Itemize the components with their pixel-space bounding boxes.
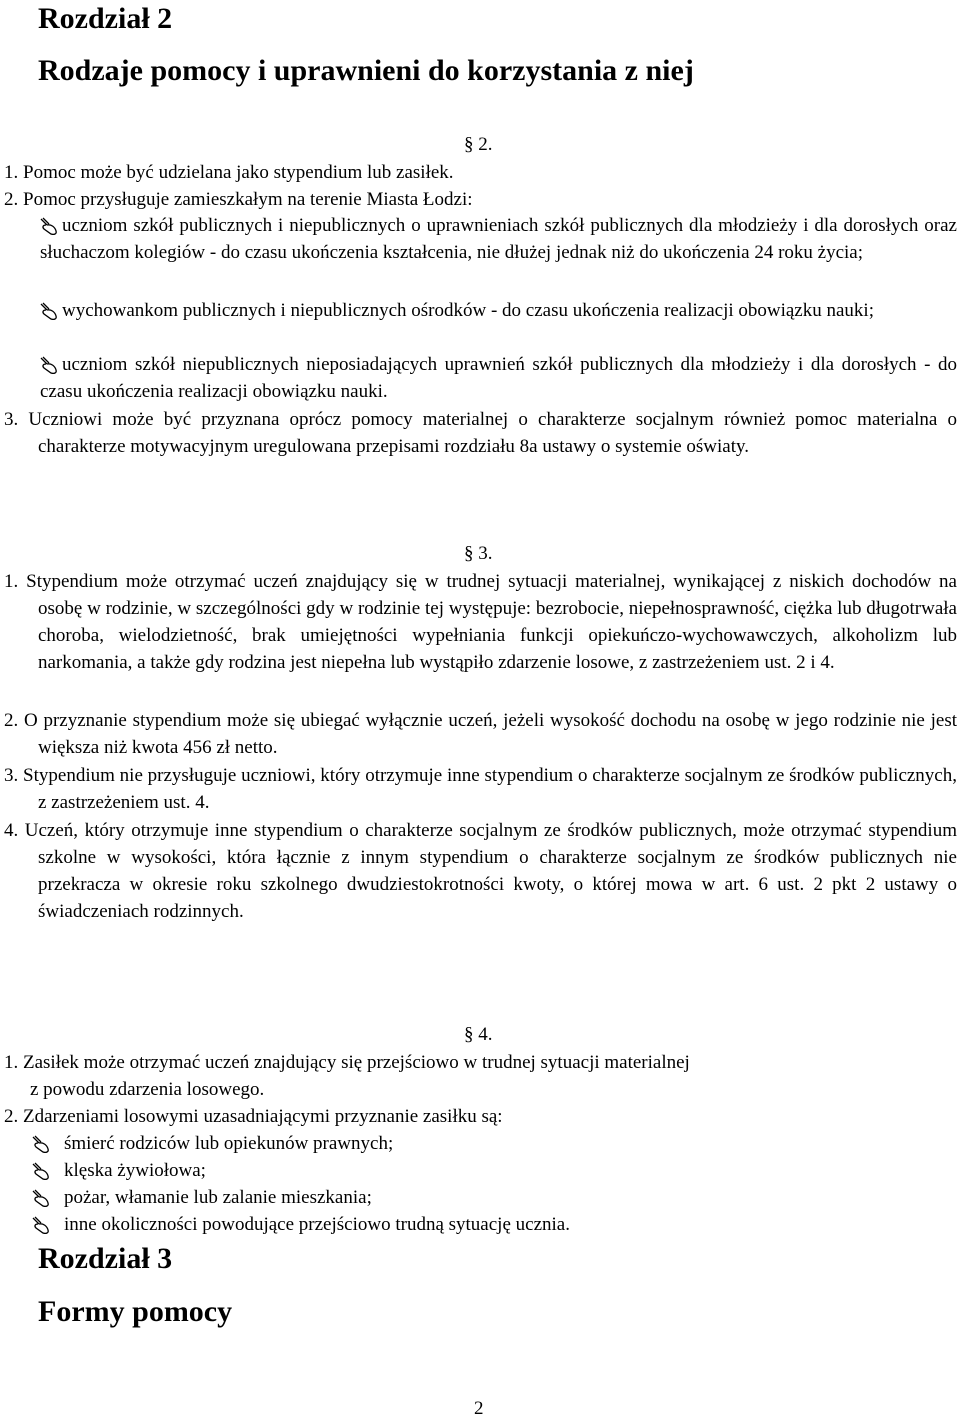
list-item: śmierć rodziców lub opiekunów prawnych; [64,1133,394,1154]
chapter-heading: Rozdział 2 [38,2,173,35]
paragraph: 2. Zdarzeniami losowymi uzasadniającymi przyznanie zasiłku są: [4,1106,503,1127]
list-item: inne okoliczności powodujące przejściowo trudną sytuację ucznia. [64,1214,570,1235]
list-item: klęska żywiołowa; [64,1160,206,1181]
pointing-hand-icon [30,1214,52,1236]
section-symbol: § 4. [464,1024,493,1045]
pointing-hand-icon [30,1187,52,1209]
pointing-hand-icon [30,1160,52,1182]
paragraph: 2. Pomoc przysługuje zamieszkałym na terenie Miasta Łodzi: [4,189,473,210]
paragraph: 1. Pomoc może być udzielana jako stypendium lub zasiłek. [4,162,454,183]
list-item: wychowankom publicznych i niepublicznych ośrodków - do czasu ukończenia realizacji obowiązku nauki; [62,300,874,321]
list-item: pożar, włamanie lub zalanie mieszkania; [64,1187,372,1208]
paragraph: 2. O przyznanie stypendium może się ubiegać wyłącznie uczeń, jeżeli wysokość dochodu na osobę w jego rodzinie nie jest większa niż kwota 456 zł netto. [4,710,957,758]
page-number: 2 [474,1398,484,1419]
paragraph: 3. Stypendium nie przysługuje uczniowi, który otrzymuje inne stypendium o charakterze socjalnym ze środków publicznych, z zastrzeżeniem ust. 4. [4,765,957,813]
list-item: uczniom szkół publicznych i niepublicznych o uprawnieniach szkół publicznych dla młodzieży i dla dorosłych oraz słuchaczom kolegiów - do czasu ukończenia kształcenia, nie dłużej jednak niż do ukończenia 24 roku życia; [40,215,957,263]
section-symbol: § 2. [464,134,493,155]
paragraph: 3. Uczniowi może być przyznana oprócz pomocy materialnej o charakterze socjalnym również pomoc materialna o charakterze motywacyjnym uregulowana przepisami rozdziału 8a ustawy o systemie oświaty. [4,409,957,457]
chapter-title: Rodzaje pomocy i uprawnieni do korzystania z niej [38,54,694,87]
paragraph: 1. Stypendium może otrzymać uczeń znajdujący się w trudnej sytuacji materialnej, wynikającej z niskich dochodów na osobę w rodzinie, w szczególności gdy w rodzinie tej występuje: bezrobocie, niepełnosprawność, ciężka lub długotrwała choroba, wielodzietność, brak umiejętności wypełniania funkcji opiekuńczo-wychowawczych, alkoholizm lub narkomania, a także gdy rodzina jest niepełna lub wystąpiło zdarzenie losowe, z zastrzeżeniem ust. 2 i 4. [4,571,957,673]
list-item: uczniom szkół niepublicznych nieposiadających uprawnień szkół publicznych dla młodzieży i dla dorosłych - do czasu ukończenia realizacji obowiązku nauki. [40,354,957,402]
paragraph: 4. Uczeń, który otrzymuje inne stypendium o charakterze socjalnym ze środków publicznych, może otrzymać stypendium szkolne w wysokości, która łącznie z innym stypendium o charakterze socjalnym ze środków publicznych nie przekracza w okresie roku szkolnego dwudziestokrotności kwoty, o której mowa w art. 6 ust. 2 pkt 2 ustawy o świadczeniach rodzinnych. [4,820,957,922]
pointing-hand-icon [30,1133,52,1155]
section-symbol: § 3. [464,543,493,564]
paragraph: z powodu zdarzenia losowego. [30,1079,265,1100]
paragraph: 1. Zasiłek może otrzymać uczeń znajdujący się przejściowo w trudnej sytuacji materialnej [4,1052,690,1073]
chapter-title: Formy pomocy [38,1295,233,1328]
chapter-heading: Rozdział 3 [38,1242,173,1275]
